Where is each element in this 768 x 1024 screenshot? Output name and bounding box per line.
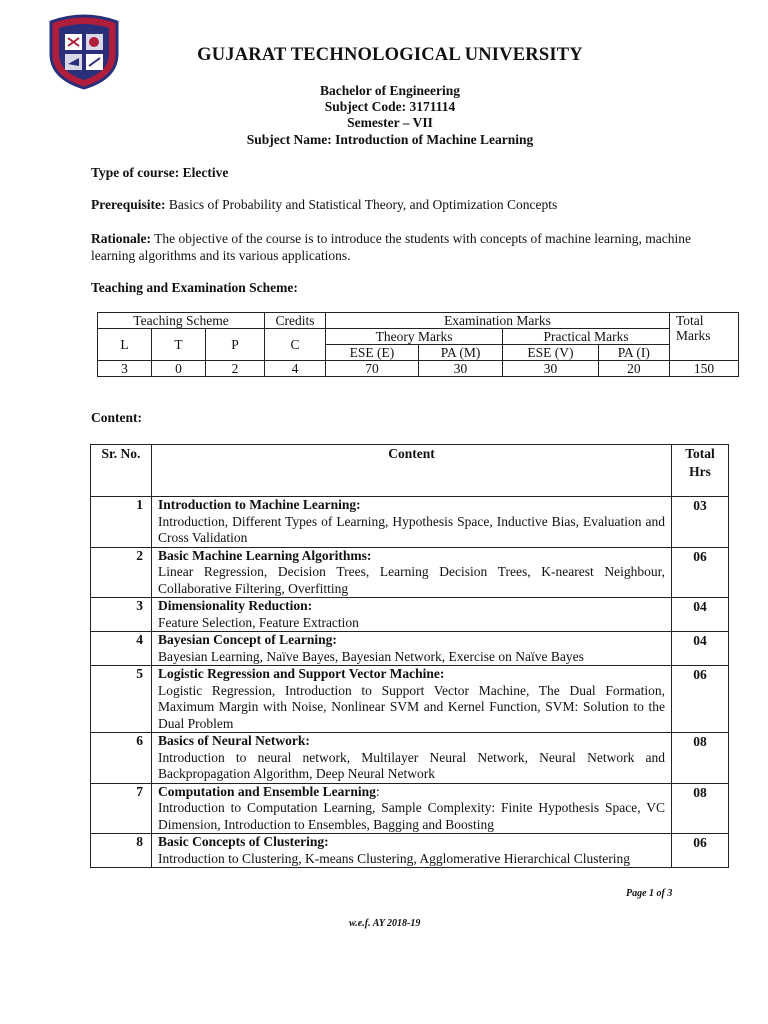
module-topics: Feature Selection, Feature Extraction <box>158 614 359 630</box>
sr-no-header: Sr. No. <box>91 445 152 497</box>
total-marks-header: Total Marks <box>670 313 739 361</box>
ese-e-value: 70 <box>326 361 419 377</box>
prerequisite <box>91 197 691 213</box>
table-row <box>91 783 729 834</box>
content-table <box>90 444 729 868</box>
module-hours: 08 <box>672 783 729 834</box>
sr-no: 5 <box>91 666 152 733</box>
sr-no: 3 <box>91 598 152 632</box>
effective-year: w.e.f. AY 2018-19 <box>349 918 421 929</box>
module-hours: 06 <box>672 547 729 598</box>
pa-m-header: PA (M) <box>418 345 502 361</box>
prerequisite-label: Prerequisite: <box>91 197 166 212</box>
pa-m-value: 30 <box>418 361 502 377</box>
module-topics: Introduction, Different Types of Learning, Hypothesis Space, Inductive Bias, Evaluation and Cross Validation <box>158 513 665 545</box>
page-of: of <box>654 888 668 899</box>
exam-marks-header: Examination Marks <box>326 313 670 329</box>
c-header: C <box>265 329 326 361</box>
table-row <box>91 497 729 548</box>
module-content <box>152 598 672 632</box>
subject-code-line: Subject Code: 3171114 <box>324 99 456 114</box>
module-content <box>152 547 672 598</box>
module-title: Basic Machine Learning Algorithms: <box>158 547 372 563</box>
module-topics: Introduction to neural network, Multilayer Neural Network, Neural Network and Backpropagation Algorithm, Deep Neural Network <box>158 749 665 781</box>
module-content <box>152 666 672 733</box>
content-rows <box>91 497 729 868</box>
table-row <box>91 632 729 666</box>
table-row <box>91 547 729 598</box>
rationale-text: The objective of the course is to introduce the students with concepts of machine learning, machine learning algorithms and its various applications. <box>91 231 691 263</box>
course-type: Type of course: Elective <box>91 165 229 180</box>
module-title-suffix: : <box>375 783 380 799</box>
semester-line: Semester – VII <box>347 115 433 130</box>
module-topics: Bayesian Learning, Naïve Bayes, Bayesian Network, Exercise on Naïve Bayes <box>158 648 584 664</box>
table-row <box>91 598 729 632</box>
rationale <box>91 230 691 264</box>
p-value: 2 <box>206 361 265 377</box>
teaching-scheme-header: Teaching Scheme <box>98 313 265 329</box>
module-content <box>152 497 672 548</box>
page-total: 3 <box>667 888 673 899</box>
module-title: Logistic Regression and Support Vector Machine: <box>158 666 445 681</box>
practical-marks-header: Practical Marks <box>503 329 670 345</box>
degree-line: Bachelor of Engineering <box>320 83 460 98</box>
module-title: Introduction to Machine Learning: <box>158 497 361 512</box>
module-content <box>152 783 672 834</box>
page-current: 1 <box>649 888 655 899</box>
t-value: 0 <box>152 361 206 377</box>
p-header: P <box>206 329 265 361</box>
sr-no: 8 <box>91 834 152 868</box>
university-name: GUJARAT TECHNOLOGICAL UNIVERSITY <box>197 45 583 65</box>
sr-no: 4 <box>91 632 152 666</box>
pa-i-header: PA (I) <box>598 345 669 361</box>
module-hours: 04 <box>672 632 729 666</box>
ese-v-header: ESE (V) <box>503 345 599 361</box>
sr-no: 7 <box>91 783 152 834</box>
content-heading: Content: <box>91 410 142 425</box>
ese-e-header: ESE (E) <box>326 345 419 361</box>
module-topics: Introduction to Clustering, K-means Clustering, Agglomerative Hierarchical Clustering <box>158 850 631 866</box>
prerequisite-text: Basics of Probability and Statistical Theory, and Optimization Concepts <box>168 197 558 212</box>
theory-marks-header: Theory Marks <box>326 329 503 345</box>
credits-header: Credits <box>265 313 326 329</box>
page-prefix: Page <box>626 888 650 899</box>
module-hours: 06 <box>672 666 729 733</box>
sr-no: 1 <box>91 497 152 548</box>
teaching-scheme-table <box>97 312 739 377</box>
module-topics: Linear Regression, Decision Trees, Learning Decision Trees, K-nearest Neighbour, Collaborative Filtering, Overfitting <box>158 564 665 596</box>
pa-i-value: 20 <box>598 361 669 377</box>
table-row <box>91 834 729 868</box>
subject-name-line: Subject Name: Introduction of Machine Learning <box>246 132 534 147</box>
module-content <box>152 632 672 666</box>
total-hrs-header: Total Hrs <box>672 445 729 497</box>
t-header: T <box>152 329 206 361</box>
total-marks-value: 150 <box>670 361 739 377</box>
content-table-header <box>91 445 729 497</box>
module-hours: 08 <box>672 733 729 784</box>
scheme-heading: Teaching and Examination Scheme: <box>91 280 298 295</box>
module-title: Basics of Neural Network: <box>158 733 310 748</box>
module-topics: Logistic Regression, Introduction to Support Vector Machine, The Dual Formation, Maximum Margin with Noise, Nonlinear SVM and Kernel Function, SVM: Solution to the Dual Problem <box>158 682 665 731</box>
c-value: 4 <box>265 361 326 377</box>
module-title: Basic Concepts of Clustering: <box>158 834 329 849</box>
module-content <box>152 834 672 868</box>
module-title: Bayesian Concept of Learning: <box>158 632 337 647</box>
sr-no: 2 <box>91 547 152 598</box>
page-number <box>626 888 672 899</box>
module-title: Dimensionality Reduction: <box>158 598 313 613</box>
table-row <box>91 666 729 733</box>
l-value: 3 <box>98 361 152 377</box>
ese-v-value: 30 <box>503 361 599 377</box>
module-title: Computation and Ensemble Learning <box>158 783 376 799</box>
module-hours: 06 <box>672 834 729 868</box>
module-content <box>152 733 672 784</box>
rationale-label: Rationale: <box>91 231 151 246</box>
table-row <box>91 733 729 784</box>
module-topics: Introduction to Computation Learning, Sample Complexity: Finite Hypothesis Space, VC Dimension, Introduction to Ensembles, Bagging and Boosting <box>158 800 665 832</box>
module-hours: 03 <box>672 497 729 548</box>
content-header: Content <box>152 445 672 497</box>
sr-no: 6 <box>91 733 152 784</box>
l-header: L <box>98 329 152 361</box>
module-hours: 04 <box>672 598 729 632</box>
